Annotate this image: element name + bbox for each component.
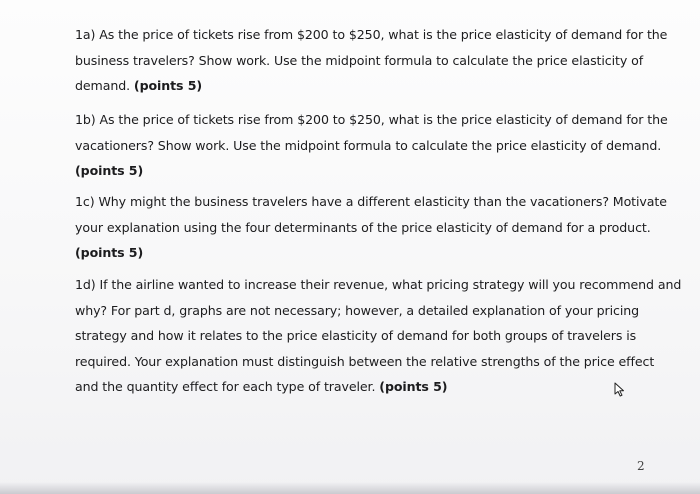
question-1a [75,22,675,99]
question-1c-points: (points 5) [75,245,144,260]
question-1b-points: (points 5) [75,163,144,178]
question-1d [75,272,682,400]
question-1c-line-1: 1c) Why might the business travelers have a different elasticity than the vacationers? Motivate [75,194,667,209]
question-1d-line-5 [75,374,675,400]
question-1a-line-3-text: demand. [75,78,134,93]
question-1d-line-5-text: and the quantity effect for each type of traveler. [75,379,380,394]
page-number: 2 [637,459,645,473]
mouse-pointer-icon [612,381,630,399]
question-1b-line-1: 1b) As the price of tickets rise from $200 to $250, what is the price elasticity of demand for the [75,112,668,127]
question-1a-line-2: business travelers? Show work. Use the midpoint formula to calculate the price elasticity of [75,52,644,68]
bottom-shadow [0,482,700,494]
question-1b [75,107,675,184]
question-1c [75,189,675,266]
question-1d-line-3: strategy and how it relates to the price elasticity of demand for both groups of travelers is [75,328,637,343]
question-1c-line-2: your explanation using the four determinants of the price elasticity of demand for a product. [75,219,651,235]
question-1a-points: (points 5) [133,78,203,93]
question-1a-line-1: 1a) As the price of tickets rise from $200 to $250, what is the price elasticity of demand for the [75,27,668,42]
question-1d-line-2: why? For part d, graphs are not necessary; however, a detailed explanation of your pricing [75,302,640,318]
question-1d-line-1: 1d) If the airline wanted to increase their revenue, what pricing strategy will you recommend and [75,277,682,292]
question-1b-line-2: vacationers? Show work. Use the midpoint formula to calculate the price elasticity of demand. [75,137,662,153]
question-1d-points: (points 5) [379,379,448,394]
question-1a-line-3 [75,73,675,99]
question-1d-line-4: required. Your explanation must distinguish between the relative strengths of the price effect [75,353,655,369]
